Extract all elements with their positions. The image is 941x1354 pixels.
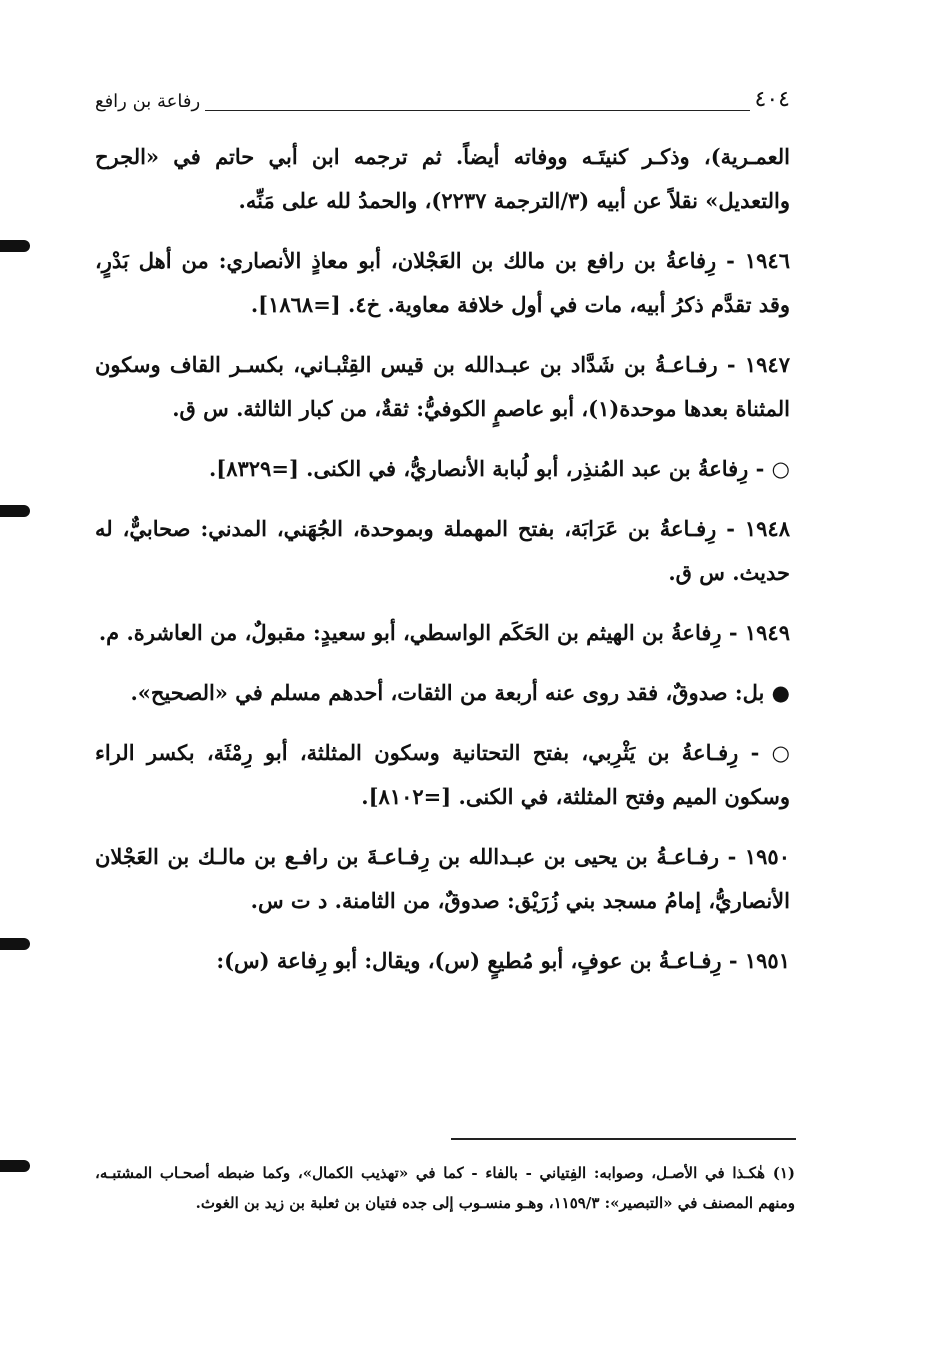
running-title: رفاعة بن رافع xyxy=(95,91,201,112)
header-rule xyxy=(205,110,750,111)
editor-comment: ● بل: صدوقٌ، فقد روى عنه أربعة من الثقات، أحدهم مسلم في «الصحيح». xyxy=(130,680,790,705)
cross-reference-entry: ○ - رِفاعةُ بن عبد المُنذِر، أبو لُبابة الأنصاريُّ، في الكنى. [=٨٣٢٩]. xyxy=(208,456,790,481)
entry-1948: ١٩٤٨ - رِفـاعةُ بن عَرَابَة، بفتح المهملة وبموحدة، الجُهَني، المدني: صحابيٌّ، له حديث. س ق. xyxy=(95,516,790,585)
entry-1946: ١٩٤٦ - رِفاعةُ بن رافع بن مالك بن العَجْلان، أبو معاذٍ الأنصاري: من أهل بَدْرٍ، وقد تقدَّم ذكرُ أبيه، مات في أول خلافة معاوية. خ٤. [=١٨٦٨]. xyxy=(95,248,790,317)
entry-1949: ١٩٤٩ - رِفاعةُ بن الهيثم بن الحَكَم الواسطي، أبو سعيدٍ: مقبولٌ، من العاشرة. م. xyxy=(98,620,790,645)
binding-mark xyxy=(0,1160,30,1172)
body-text xyxy=(95,135,790,999)
binding-mark xyxy=(0,938,30,950)
binding-mark xyxy=(0,505,30,517)
entry-1950: ١٩٥٠ - رفـاعـةُ بن يحيى بن عبـدالله بن رِفـاعـةَ بن رافـع بن مالـك بن العَجْلان الأنصاريُّ، إمامُ مسجد بني زُرَيْق: صدوقٌ، من الثامنة. د ت س. xyxy=(95,844,790,913)
entry-1947: ١٩٤٧ - رفـاعـةُ بن شَدَّاد بن عبـدالله بن قيس القِتْبـاني، بكسـر القاف وسكون المثناة بعدها موحدة(١)، أبو عاصمٍ الكوفيُّ: ثقةٌ، من كبار الثالثة. س ق. xyxy=(95,352,790,421)
cross-reference-entry: ○ - رِفـاعةُ بن يَثْرِبي، بفتح التحتانية وسكون المثلثة، أبو رِمْثَة، بكسر الراء وسكون الميم وفتح المثلثة، في الكنى. [=٨١٠٢]. xyxy=(95,740,790,809)
footnote: (١) هٰكـذا في الأصـل، وصوابه: الفِتياني - بالفاء - كما في «تهذيب الكمال»، وكما ضبطه أصحـاب المشتبـه، ومنهم المصنف في «التبصير»: ١١٥٩/٣، وهـو منسـوب إلى جده فتيان بن ثعلبة بن زيد بن الغوث. xyxy=(95,1164,795,1212)
footnote-rule xyxy=(451,1138,796,1140)
binding-mark xyxy=(0,240,30,252)
page-number: ٤٠٤ xyxy=(754,87,790,112)
paragraph-continuation: العمـرية)، وذكـر كنيتَـه ووفاته أيضاً. ثم ترجمه ابن أبي حاتم في «الجرح والتعديل» نقلاً عن أبيه (٣/الترجمة ٢٢٣٧)، والحمدُ لله على مَنِّه. xyxy=(95,144,790,213)
running-head xyxy=(95,86,790,118)
entry-1951: ١٩٥١ - رِفـاعـةُ بن عوفٍ، أبو مُطيعٍ (س)، ويقال: أبو رِفاعة (س): xyxy=(216,948,790,973)
